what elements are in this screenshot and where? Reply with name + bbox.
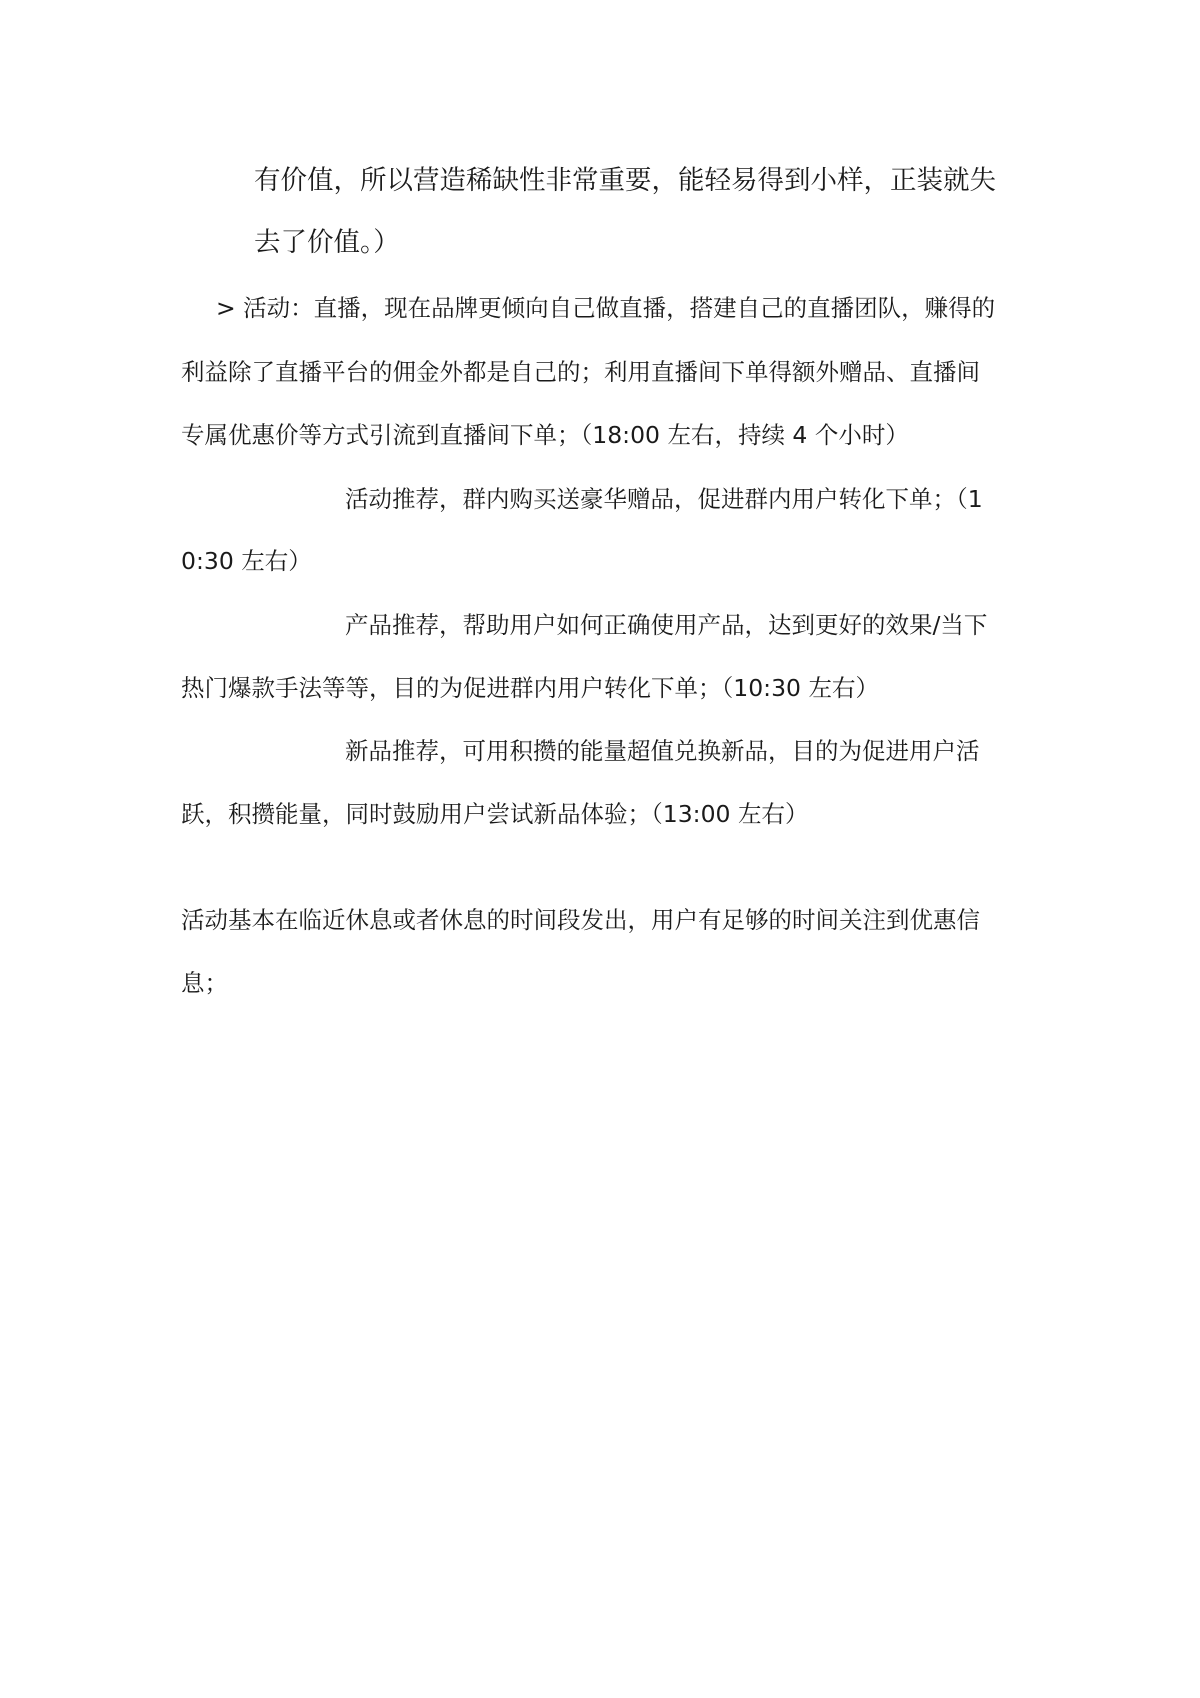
text-line: 活动基本在临近休息或者休息的时间段发出，用户有足够的时间关注到优惠信: [181, 906, 980, 934]
text-line: 专属优惠价等方式引流到直播间下单；（18:00 左右，持续 4 个小时）: [181, 421, 909, 449]
text-line: 有价值，所以营造稀缺性非常重要，能轻易得到小样，正装就失: [254, 165, 996, 196]
text-line: 息；: [181, 969, 228, 997]
text-line: 跃，积攒能量，同时鼓励用户尝试新品体验；（13:00 左右）: [181, 800, 809, 828]
text-line: 去了价值。）: [254, 227, 400, 258]
text-line: 热门爆款手法等等，目的为促进群内用户转化下单；（10:30 左右）: [181, 674, 879, 702]
text-line: > 活动：直播，现在品牌更倾向自己做直播，搭建自己的直播团队，赚得的: [216, 294, 996, 322]
text-line: 产品推荐，帮助用户如何正确使用产品，达到更好的效果/当下: [345, 611, 988, 639]
text-line: 0:30 左右）: [181, 547, 312, 575]
text-line: 利益除了直播平台的佣金外都是自己的；利用直播间下单得额外赠品、直播间: [181, 358, 980, 386]
text-line: 活动推荐，群内购买送豪华赠品，促进群内用户转化下单；（1: [345, 485, 983, 513]
text-line: 新品推荐，可用积攒的能量超值兑换新品，目的为促进用户活: [345, 737, 980, 765]
